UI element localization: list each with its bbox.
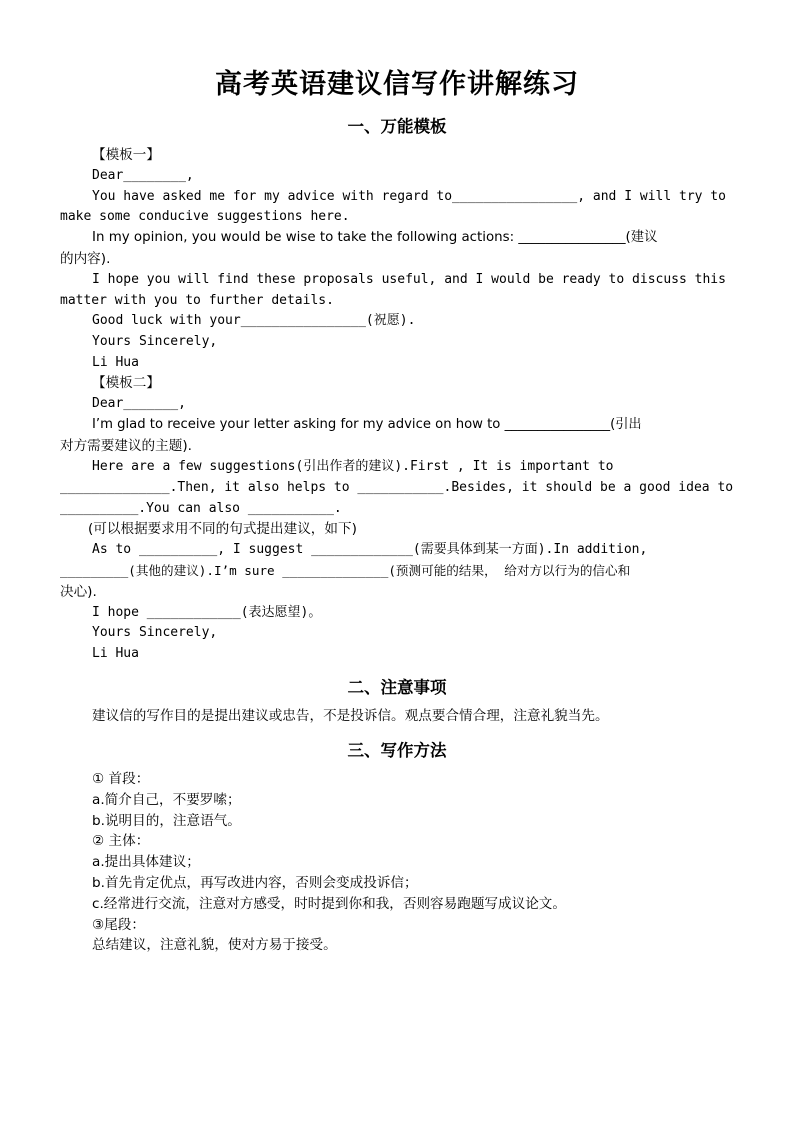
- template2-line3b: _________(其他的建议).I’m sure ______________(预测可能的结果， 给对方以行为的信心和: [60, 563, 631, 578]
- template1-closing: Yours Sincerely,: [92, 334, 218, 349]
- template2-line3c: 决心).: [60, 584, 97, 600]
- template1-dear: Dear________,: [92, 168, 194, 183]
- section-heading-methods: 三、写作方法: [347, 741, 447, 760]
- notes-text: 建议信的写作目的是提出建议或忠告，不是投诉信。观点要合情合理，注意礼貌当先。: [92, 708, 609, 724]
- template2-dear: Dear_______,: [92, 396, 186, 411]
- template1-line3a: I hope you will find these proposals useful, and I would be ready to discuss this: [92, 272, 726, 287]
- template2-line1b: 对方需要建议的主题).: [60, 438, 192, 454]
- template2-line1a: I’m glad to receive your letter asking for my advice on how to ________________(引出: [92, 417, 642, 432]
- template1-line2a: In my opinion, you would be wise to take the following actions: ________________(建议: [92, 230, 658, 245]
- section-heading-notes: 二、注意事项: [347, 678, 447, 697]
- template2-closing: Yours Sincerely,: [92, 625, 218, 640]
- template1-name: Li Hua: [92, 355, 139, 370]
- template2-line3a: As to __________, I suggest _____________(需要具体到某一方面).In addition,: [92, 542, 648, 557]
- method-item: a.简介自己，不要罗嗦；: [92, 792, 241, 808]
- method-item: c.经常进行交流，注意对方感受，时时提到你和我，否则容易跑题写成议论文。: [92, 896, 566, 912]
- template2-line2c: __________.You can also ___________.: [60, 501, 342, 516]
- template2-name: Li Hua: [92, 646, 139, 661]
- template2-line4: I hope ____________(表达愿望)。: [92, 605, 322, 620]
- page-title: 高考英语建议信写作讲解练习: [215, 69, 579, 100]
- template1-line1b: make some conducive suggestions here.: [60, 209, 350, 224]
- method-item: 总结建议，注意礼貌，使对方易于接受。: [92, 937, 337, 953]
- template1-line2b: 的内容).: [60, 251, 111, 267]
- method-item: ③尾段：: [92, 917, 145, 933]
- template1-line3b: matter with you to further details.: [60, 293, 334, 308]
- method-item: a.提出具体建议；: [92, 854, 200, 870]
- method-item: b.首先肯定优点，再写改进内容，否则会变成投诉信；: [92, 875, 418, 891]
- template1-label: 【模板一】: [92, 147, 160, 163]
- template1-line4: Good luck with your________________(祝愿).: [92, 313, 416, 328]
- template2-line2b: ______________.Then, it also helps to ___________.Besides, it should be a good idea to: [60, 480, 734, 495]
- template2-line2a: Here are a few suggestions(引出作者的建议).First , It is important to: [92, 459, 614, 474]
- section-heading-templates: 一、万能模板: [347, 117, 447, 136]
- template1-line1a: You have asked me for my advice with regard to________________, and I will try to: [92, 189, 726, 204]
- method-item: ① 首段：: [92, 771, 150, 787]
- method-item: b.说明目的，注意语气。: [92, 813, 241, 829]
- template2-note: (可以根据要求用不同的句式提出建议，如下): [88, 521, 357, 537]
- template2-label: 【模板二】: [92, 375, 160, 391]
- method-item: ② 主体：: [92, 833, 150, 849]
